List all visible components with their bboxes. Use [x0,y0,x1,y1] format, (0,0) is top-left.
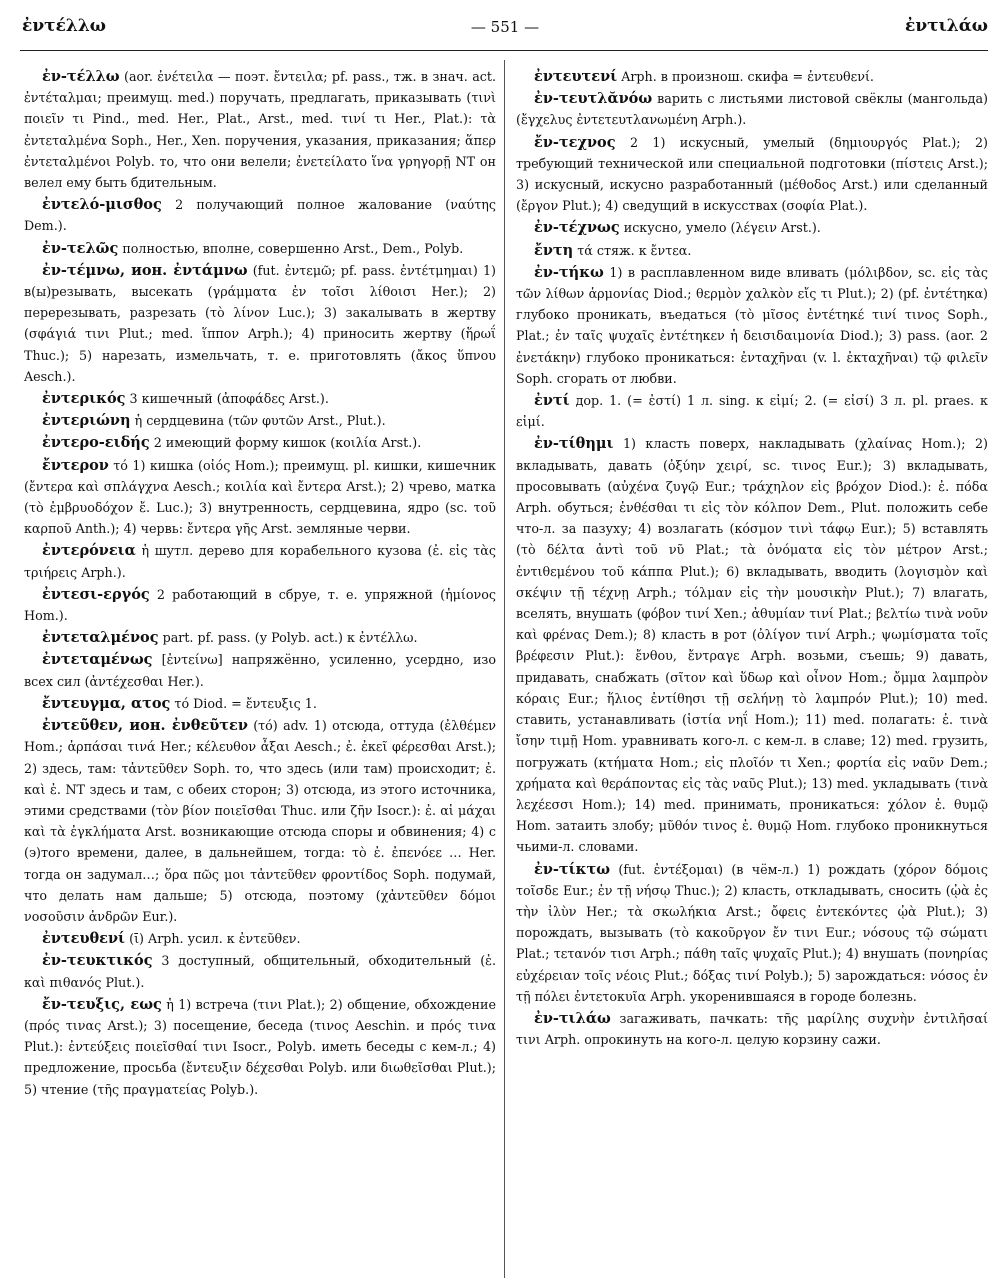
entry-body: [ἐντείνω] напряжённо, усиленно, усердно, изо всех сил (ἀντέχεσθαι Her.). [24,652,496,689]
dictionary-entry [24,584,496,626]
dictionary-entry [24,66,496,193]
entry-body: τό Diod. = ἔντευξις 1. [174,695,317,711]
dictionary-entry [24,950,496,992]
header-rule [20,50,988,51]
entry-body: 2 имеющий форму кишок (κοιλία Arst.). [153,435,422,451]
entry-headword: ἔντερον [42,456,109,474]
dictionary-entry [24,693,496,714]
entry-headword: ἐντεριώνη [42,412,131,430]
entry-body: 2 1) искусный, умелый (δημιουργός Plat.); 2) требующий технической или специальной подготовки (πίστεις Arst.); 3) искусный, искусно разработанный (μέθοδος Arst.) или сделанный (ἔργον Plut.); 4) сведущий в искусствах (σοφία Plat.). [516,134,988,214]
column-divider [504,60,505,1278]
entry-body: (aor. ἐνέτειλα — поэт. ἔντειλα; pf. pass., тж. в знач. act. ἐντέταλμαι; преимущ. med.) поручать, предлагать, приказывать (τινὶ ποιεῖν τι Pind., med. Her., Plat., Arst., med. τινί τι Her., Plat.): τὰ ἐντεταλμένα Soph., Her., Xen. поручения, указания, приказания; ἅπερ ἐντεταλμένοι Polyb. то, что они велели; ἐνετείλατο ἵνα γρηγορῇ NT он велел ему быть бдительным. [24,69,496,191]
dictionary-entry [24,194,496,236]
entry-body: полностью, вполне, совершенно Arst., Dem., Polyb. [122,240,464,256]
entry-body: дор. 1. (= ἐστί) 1 л. sing. к εἰμί; 2. (= εἰσί) 3 л. pl. praes. к εἰμί. [516,393,988,430]
dictionary-entry [516,240,988,261]
entry-headword: ἐντεταλμένος [42,629,159,647]
entry-headword: ἔν-τεχνος [534,133,616,151]
entry-headword: ἐν-τευτλᾰνόω [534,90,653,108]
entry-headword: ἐν-τέλλω [42,68,120,85]
entry-body: ἡ 1) встреча (τινι Plat.); 2) общение, обхождение (πρός τινας Arst.); 3) посещение, беседа (τινος Aeschin. и πρός τινα Plut.): ἐντεύξεις ποιεῖσθαί τινι Isocr., Polyb. иметь беседы с кем-л.; 4) предложение, просьба (ἔντευξιν δέχεσθαι Polyb. или διωθεῖσθαι Plut.); 5) чтение (τῆς πραγματείας Polyb.). [24,996,496,1097]
entry-headword: ἔντη [534,241,574,259]
entry-headword: ἐν-τευκτικός [42,952,153,970]
dictionary-entry [24,994,496,1100]
left-column [24,66,496,1101]
entry-body: 3 доступный, общительный, обходительный (ἐ. καὶ πιθανός Plut.). [24,953,496,990]
entry-headword: ἐντελό-μισθος [42,196,162,214]
entry-body: загаживать, пачкать: τῆς μαρίλης συχνὴν ἐντιλῆσαί τινι Arph. опрокинуть на кого-л. целую корзину сажи. [516,1010,988,1048]
entry-body: (fut. ἐντέξομαι) (в чём-л.) 1) рождать (χόρον δόμοις τοῖσδε Eur.; ἐν τῇ νήσῳ Thuc.); 2) класть, откладывать, сносить (ᾠὰ ἐς τὴν ἰλὺν Her.; τὰ σκωλήκια Arst.; ὄφεις ἐντεκόντες ᾠὰ Plut.); 3) порождать, вызывать (τὸ κακοῦργον ἔν τινι Eur.; νόσους τῷ σώματι Plat.; τετανόν τισι Arph.; πάθη ταῖς ψυχαῖς Plut.); 4) внушать (πονηρίας εὐχέρειαν τοῖς νέοις Plut.; δόξας τινί Polyb.); 5) зарождаться: νόσος ἐν τῇ πόλει ἐντετοκυῖα Arph. укоренившаяся в городе болезнь. [516,861,988,1004]
entry-body: τά стяж. к ἔντεα. [577,242,692,258]
entry-body: 3 кишечный (ἀποφάδες Arst.). [129,391,329,407]
dictionary-entry [516,132,988,217]
entry-body: 1) в расплавленном виде вливать (μόλιβδον, sc. εἰς τὰς τῶν λίθων ἁρμονίας Diod.; θερμὸν χαλκὸν εἴς τι Plut.); 2) (pf. ἐντέτηκα) глубоко проникать, въедаться (τὸ μῖσος ἐντέτηκέ τινί τινος Soph., Plat.; ἐν ταῖς ψυχαῖς ἐντέτηκεν ἡ δεισιδαιμονία Diod.); 3) pass. (aor. 2 ἐνετάκην) глубоко проникаться: ἐνταχῆναι (v. l. ἐκταχῆναι) τῷ φιλεῖν Soph. сгорать от любви. [516,264,988,386]
dictionary-entry [516,217,988,238]
entry-headword: ἐν-τήκω [534,263,604,281]
entry-body: (τό) adv. 1) отсюда, оттуда (ἐλθέμεν Hom.; ἁρπάσαι τινά Her.; κέλευθον ἆξαι Aesch.; ἐ. ἐκεῖ φέρεσθαι Arst.); 2) здесь, там: τἀντεῦθεν Soph. то, что здесь (или там) происходит; ἐ. καὶ ἐ. NT здесь и там, с обеих сторон; 3) отсюда, из этого источника, этими средствами (τὸν βίον ποιεῖσθαι Thuc. или ζῆν Isocr.): ἐ. αἱ μάχαι καὶ τὰ ἐγκλήματα Arst. возникающие отсюда споры и обвинения; 4) с (э)того времени, далее, в дальнейшем, тогда: τὸ ἐ. ἐπενόεε … Her. тогда он задумал…; ὅρα πῶς μοι τἀντεῦθεν φροντίδος Soph. подумай, что делать нам дальше; 5) отсюда, поэтому (χἀντεῦθεν δόμοι νοσοῦσιν ἀνδρῶν Eur.). [24,718,496,924]
dictionary-entry [516,433,988,857]
dictionary-entry [24,928,496,949]
dictionary-entry [24,388,496,409]
entry-headword: ἐντί [534,392,570,410]
entry-body: τό 1) кишка (οἰός Hom.); преимущ. pl. кишки, кишечник (ἔντερα καὶ σπλάγχνα Aesch.; κοιλία καὶ ἔντερα Arst.); 2) чрево, матка (τὸ ἐμβρυοδόχον ἔ. Luc.); 3) внутренность, сердцевина, ядро (sc. τοῦ καρποῦ Anth.); 4) червь: ἔντερα γῆς Arst. земляные черви. [24,457,496,537]
entry-body: (fut. ἐντεμῶ; pf. pass. ἐντέτμημαι) 1) в(ы)резывать, высекать (γράμματα ἐν τοῖσι λίθοισι Her.); 2) перерезывать, разрезать (τὸ λίνον Luc.); 3) закалывать в жертву (σφάγιά τινι Plut.; med. ἵππον Arph.); 4) приносить жертву (ἥρωΐ Thuc.); 5) нарезать, измельчать, т. е. приготовлять (ἄκος ὕπνου Aesch.). [24,262,496,384]
dictionary-entry [516,66,988,87]
right-column [516,66,988,1051]
entry-body: варить с листьями листовой свёклы (мангольда) (ἔγχελυς ἐντετευτλανωμένη Arph.). [516,91,988,128]
entry-body: part. pf. pass. (у Polyb. act.) к ἐντέλλω. [162,630,418,646]
entry-headword: ἐντερικός [42,390,126,408]
dictionary-entry [24,715,496,927]
dictionary-entry [24,649,496,691]
entry-headword: ἐν-τιλάω [534,1009,611,1027]
entry-body: 2 получающий полное жалование (ναύτης Dem.). [24,197,496,234]
entry-body: ἡ сердцевина (τῶν φυτῶν Arst., Plut.). [134,413,386,429]
entry-body: Arph. в произнош. скифа = ἐντευθενί. [621,69,874,84]
page-number: — 551 — [470,18,540,36]
entry-headword: ἐντεταμένως [42,651,153,669]
dictionary-entry [24,432,496,453]
dictionary-entry [24,260,496,387]
header-left-headword: ἐντέλλω [22,16,106,36]
header-right-headword: ἐντιλάω [905,16,988,36]
entry-headword: ἐν-τελῶς [42,239,119,257]
dictionary-entry [24,455,496,540]
entry-headword: ἐν-τέμνω, ион. ἐντάμνω [42,261,248,279]
entry-headword: ἐντεσι-εργός [42,585,150,603]
entry-body: искусно, умело (λέγειν Arst.). [623,220,821,236]
page-header [22,6,988,46]
dictionary-entry [516,88,988,130]
dictionary-entry [24,540,496,582]
dictionary-entry [516,390,988,432]
dictionary-entry [24,627,496,648]
entry-body: ἡ шутл. дерево для корабельного кузова (ἐ. εἰς τὰς τριήρεις Arph.). [24,543,496,580]
entry-body: 2 работающий в сбруе, т. е. упряжной (ἡμίονος Hom.). [24,586,496,624]
entry-headword: ἐν-τίθημι [534,435,614,453]
entry-body: (ῑ) Arph. усил. к ἐντεῦθεν. [129,931,301,947]
dictionary-entry [516,859,988,1007]
entry-headword: ἐντευτενί [534,68,618,85]
entry-headword: ἐν-τέχνως [534,219,620,237]
entry-headword: ἐντερόνεια [42,542,136,560]
entry-body: 1) класть поверх, накладывать (χλαίνας Hom.); 2) вкладывать, давать (ὀξύην χειρί, sc. τινος Eur.); 3) вкладывать, просовывать (αὐχένα ζυγῷ Eur.; τράχηλον εἰς βρόχον Diod.): ἐ. πόδα Arph. обуться; ἐνθέσθαι τι εἰς τὸν κόλπον Dem., Plut. положить себе что-л. за пазуху; 4) возлагать (κόσμον τινὶ τάφῳ Eur.); 5) вставлять (τὸ δέλτα ἀντὶ τοῦ νῦ Plat.; τὰ ὀνόματα εἰς τὸν μέτρον Arst.; ἐντιθεμένου τοῦ κάππα Plut.); 6) вкладывать, вводить (λογισμὸν καὶ σκέψιν τῇ τέχνῃ Arph.; τόλμαν εἰς τὴν μουσικὴν Plut.); 7) влагать, вселять, внушать (φόβον τινί Xen.; ἀθυμίαν τινί Plat.; βελτίω τινὰ νοῦν καὶ φρένας Dem.); 8) класть в рот (ὀλίγον τινί Arph.; ψωμίσματα τοῖς βρέφεσιν Plut.): ἔνθου, ἔντραγε Arph. возьми, съешь; 9) давать, придавать, снабжать (σῖτον καὶ ὕδωρ καὶ οἶνον Hom.; ὄμμα λαμπρὸν κόραις Eur.; ἥλιος ἐντίθησι τῇ σελήνῃ τὸ λαμπρόν Plut.); 10) med. ставить, устанавливать (ἱστία νηΐ Hom.); 11) med. полагать: ἐ. τινὰ ἴσην τιμῇ Hom. уравнивать кого-л. с кем-л. в славе; 12) med. грузить, погружать (κτήματα Hom.; εἰς πλοῖόν τι Xen.; φορτία εἰς ναῦν Dem.; χρήματα καὶ θεράποντας εἰς τὰς ναῦς Plut.); 13) med. укладывать (τινὰ λεχέεσσι Hom.); 14) med. принимать, проникаться: χόλον ἐ. θυμῷ Hom. затаить злобу; μῦθόν τινος ἐ. θυμῷ Hom. глубоко проникнуться чьими-л. словами. [516,436,988,855]
dictionary-entry [24,238,496,259]
dictionary-entry [516,1008,988,1050]
dictionary-entry [24,410,496,431]
entry-headword: ἐν-τίκτω [534,860,611,878]
entry-headword: ἔντευγμα, ατος [42,694,171,712]
entry-headword: ἐντεῦθεν, ион. ἐνθεῦτεν [42,717,248,735]
entry-headword: ἔν-τευξις, εως [42,995,162,1013]
dictionary-entry [516,262,988,389]
entry-headword: ἐντερο-ειδής [42,434,150,452]
entry-headword: ἐντευθενί [42,930,126,948]
